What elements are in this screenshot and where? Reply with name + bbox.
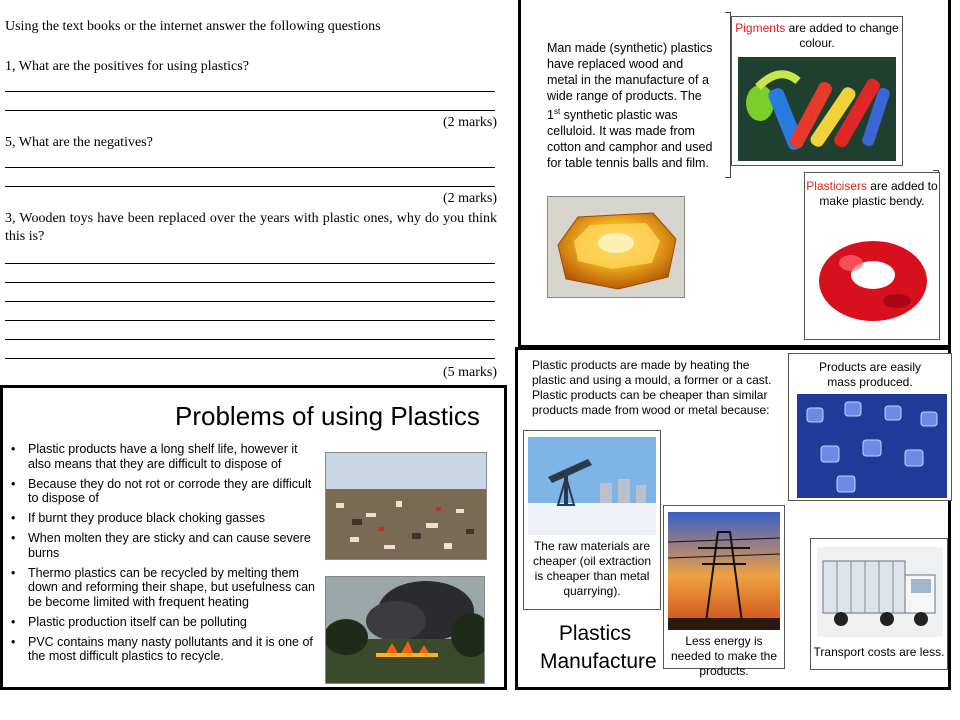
- manufacture-panel: [515, 347, 951, 690]
- list-item-text: Thermo plastics can be recycled by melting them down and reforming their shape, but usefulness can be become limited with frequent heating: [28, 565, 315, 609]
- list-item: [11, 477, 316, 506]
- question-2-marks: (2 marks): [442, 191, 497, 206]
- answer-line[interactable]: [5, 358, 495, 359]
- question-1-marks: (2 marks): [442, 115, 497, 130]
- transport-card: [810, 538, 948, 670]
- list-item: [11, 531, 316, 560]
- plasticisers-keyword: Plasticisers: [806, 179, 867, 193]
- pigments-caption: [732, 21, 902, 51]
- problems-title: Problems of using Plastics: [175, 401, 480, 431]
- answer-line[interactable]: [5, 110, 495, 111]
- landfill-photo: [325, 452, 487, 560]
- amber-box-image: [548, 197, 685, 298]
- pigments-card: [731, 16, 903, 166]
- plasticisers-caption: [805, 179, 939, 209]
- question-3: 3, Wooden toys have been replaced over the years with plastic ones, why do you think this is?: [5, 211, 497, 244]
- list-item-text: Because they do not rot or corrode they are difficult to dispose of: [28, 476, 312, 506]
- list-item: [11, 511, 316, 526]
- truck-image: [817, 547, 943, 637]
- synthetic-plastics-text: [547, 40, 715, 171]
- list-item-text: When molten they are sticky and can cause severe burns: [28, 531, 311, 560]
- list-item-text: PVC contains many nasty pollutants and it is one of the most difficult plastics to recycle.: [28, 634, 313, 664]
- problems-panel: [0, 385, 507, 690]
- less-energy-caption: Less energy is needed to make the products.: [670, 634, 778, 678]
- pylon-sunset-photo: [668, 512, 780, 630]
- oil-pump-photo: [528, 437, 656, 535]
- question-1: 1, What are the positives for using plastics?: [5, 59, 249, 74]
- manufacture-intro: Plastic products are made by heating the plastic and using a mould, a former or a cast. Plastic products can be cheaper than similar products made from wood or metal because:: [532, 358, 772, 417]
- bullet: •: [11, 511, 16, 526]
- manufacture-title: Plastics Manufacture: [540, 622, 657, 673]
- plastic-bottles-photo: [797, 394, 947, 498]
- answer-line[interactable]: [5, 320, 495, 321]
- coloured-brushes-photo: [738, 57, 896, 161]
- bottles-image: [797, 394, 947, 498]
- pylon-image: [668, 512, 780, 630]
- oil-pump-image: [528, 437, 656, 535]
- burning-plastic-photo: [325, 576, 485, 684]
- answer-line[interactable]: [5, 167, 495, 168]
- bullet: •: [11, 531, 16, 546]
- brushes-image: [738, 57, 896, 161]
- answer-line[interactable]: [5, 186, 495, 187]
- list-item: [11, 615, 316, 630]
- plasticisers-card: [804, 172, 940, 340]
- answer-line[interactable]: [5, 301, 495, 302]
- pigments-text: are added to change colour.: [785, 21, 899, 50]
- bullet: •: [11, 634, 16, 649]
- fire-smoke-image: [326, 577, 485, 684]
- plasticisers-text: are added to make plastic bendy.: [819, 179, 938, 208]
- bullet: •: [11, 614, 16, 629]
- mass-produced-caption: Products are easily mass produced.: [818, 360, 922, 389]
- mass-produced-card: [788, 353, 952, 501]
- bullet: •: [11, 565, 16, 580]
- synthetic-text-sup: st: [553, 107, 561, 116]
- less-energy-card: [663, 505, 785, 678]
- inflatable-ring-photo: [811, 215, 935, 335]
- transport-caption: Transport costs are less.: [813, 645, 945, 659]
- list-item: [11, 442, 316, 471]
- answer-line[interactable]: [5, 263, 495, 264]
- bullet: •: [11, 476, 16, 491]
- list-item-text: If burnt they produce black choking gasses: [28, 511, 265, 526]
- synthetic-text-part1: Man made (synthetic) plastics have replaced wood and metal in the manufacture of a wide range of products. The 1: [547, 41, 713, 123]
- bullet: •: [11, 442, 16, 456]
- synthetic-plastics-panel: [518, 0, 951, 348]
- answer-line[interactable]: [5, 282, 495, 283]
- list-item: [11, 566, 316, 610]
- list-item-text: Plastic production itself can be polluting: [28, 614, 247, 629]
- answer-line[interactable]: [5, 91, 495, 92]
- worksheet-instruction: Using the text books or the internet answer the following questions: [5, 19, 381, 34]
- red-ring-image: [811, 215, 935, 335]
- landfill-image: [326, 453, 487, 560]
- celluloid-box-photo: [547, 196, 685, 298]
- truck-photo: [817, 547, 943, 637]
- list-item-text: Plastic products have a long shelf life, however it also means that they are difficult to dispose of: [28, 442, 298, 471]
- raw-materials-caption: The raw materials are cheaper (oil extraction is cheaper than metal quarrying).: [532, 539, 652, 598]
- answer-line[interactable]: [5, 339, 495, 340]
- problems-list: [11, 442, 316, 669]
- synthetic-text-part2: synthetic plastic was celluloid. It was made from cotton and camphor and used for table tennis balls and film.: [547, 108, 713, 171]
- question-3-marks: (5 marks): [442, 365, 497, 380]
- list-item: [11, 635, 316, 664]
- pigments-keyword: Pigments: [735, 21, 786, 35]
- raw-materials-card: [523, 430, 661, 610]
- question-2: 5, What are the negatives?: [5, 135, 153, 150]
